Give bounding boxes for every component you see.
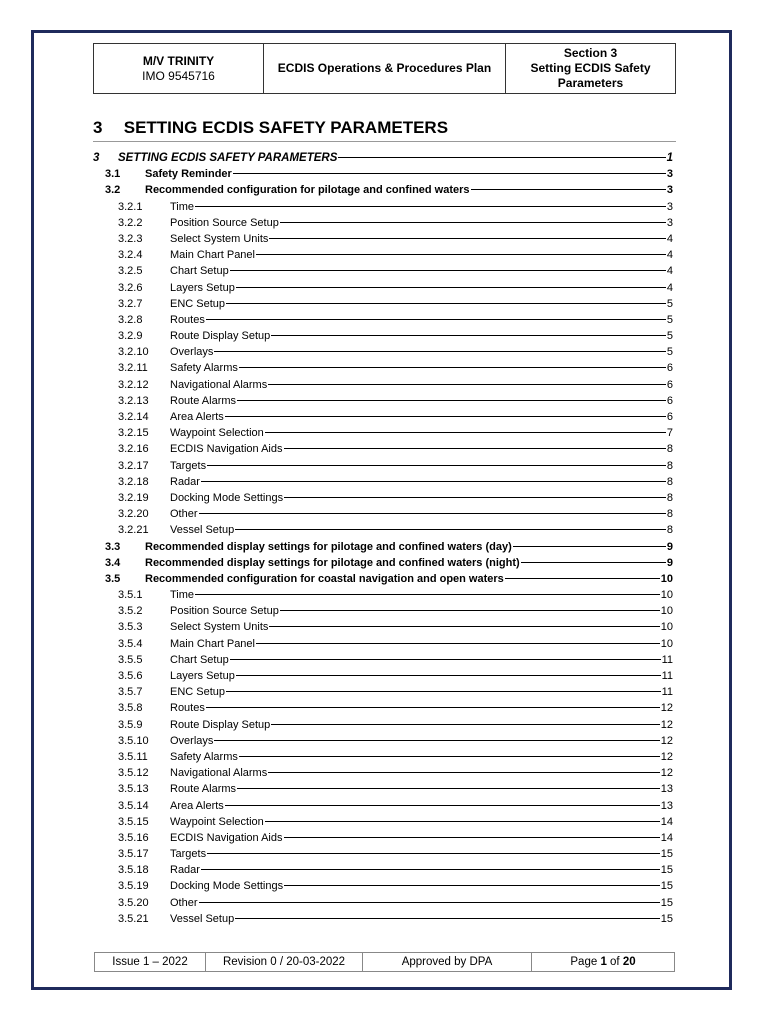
toc-entry[interactable]: [93, 603, 673, 619]
toc-entry-title: Layers Setup: [170, 670, 235, 682]
toc-entry-title: Select System Units: [170, 232, 269, 245]
toc-entry-title: SETTING ECDIS SAFETY PARAMETERS: [118, 152, 338, 164]
toc-entry-title: Radar: [170, 864, 200, 877]
section-label: Section 3: [563, 46, 618, 60]
toc-leader: [268, 772, 660, 773]
toc-entry[interactable]: [93, 555, 673, 571]
toc-leader: [265, 821, 660, 822]
footer-approved: Approved by DPA: [363, 953, 532, 971]
toc-entry-title: Overlays: [170, 346, 214, 359]
toc-entry-number: 3.2.18: [118, 475, 149, 488]
toc-entry-title: Select System Units: [170, 621, 269, 634]
toc-entry-number: 3.5.1: [118, 589, 143, 602]
toc-entry-title: Safety Alarms: [170, 362, 238, 375]
toc-leader: [505, 578, 660, 579]
page-prefix: Page: [570, 956, 601, 968]
toc-entry[interactable]: [93, 619, 673, 635]
toc-leader: [256, 254, 666, 255]
toc-entry-page: 3: [666, 200, 673, 213]
toc-leader: [206, 707, 660, 708]
toc-entry-title: Area Alerts: [170, 411, 224, 423]
toc-entry-number: 3.2.16: [118, 443, 149, 456]
toc-entry-number: 3.2.14: [118, 411, 149, 423]
toc-entry[interactable]: [93, 749, 673, 765]
page-current: 1: [600, 956, 607, 968]
footer-issue: Issue 1 – 2022: [95, 953, 206, 971]
toc-entry-number: 3.5.18: [118, 864, 149, 877]
toc-leader: [256, 643, 660, 644]
toc-entry-title: Main Chart Panel: [170, 249, 255, 262]
toc-entry[interactable]: [93, 490, 673, 506]
toc-entry-page: 15: [660, 912, 673, 925]
toc-leader: [269, 626, 659, 627]
toc-leader: [265, 432, 666, 433]
toc-entry[interactable]: [93, 733, 673, 749]
toc-entry-title: Other: [170, 508, 198, 521]
toc-entry-number: 3.2.9: [118, 330, 143, 343]
toc-entry-number: 3.1: [105, 168, 121, 181]
toc-entry-title: Recommended display settings for pilotage and confined waters (night): [145, 556, 520, 569]
toc-entry-number: 3.5.14: [118, 799, 149, 812]
toc-leader: [269, 238, 665, 239]
toc-entry[interactable]: [93, 458, 673, 474]
toc-entry-number: 3.5.6: [118, 670, 143, 682]
toc-entry-page: 5: [666, 330, 673, 343]
toc-leader: [214, 351, 665, 352]
toc-leader: [284, 497, 666, 498]
toc-leader: [226, 691, 661, 692]
toc-entry-page: 11: [661, 670, 673, 682]
toc-entry-title: Recommended configuration for pilotage and confined waters: [145, 184, 470, 197]
toc-entry[interactable]: [93, 409, 673, 425]
section-name-line2: Parameters: [557, 76, 624, 90]
toc-entry-number: 3.5.3: [118, 621, 143, 634]
toc-entry[interactable]: [93, 441, 673, 457]
toc-entry[interactable]: [93, 215, 673, 231]
toc-entry-page: 15: [660, 848, 673, 861]
toc-entry-page: 12: [660, 702, 673, 715]
toc-entry[interactable]: [93, 360, 673, 376]
toc-entry[interactable]: [93, 474, 673, 490]
toc-entry-title: Safety Reminder: [145, 168, 232, 181]
toc-entry-number: 3.5.8: [118, 702, 143, 715]
toc-entry-page: 15: [660, 896, 673, 909]
toc-entry-title: ENC Setup: [170, 686, 226, 699]
toc-entry-title: Main Chart Panel: [170, 637, 255, 650]
toc-leader: [195, 206, 666, 207]
vessel-name: M/V TRINITY: [142, 53, 215, 68]
toc-entry-number: 3.5.5: [118, 653, 143, 666]
toc-entry-page: 3: [666, 184, 673, 197]
toc-leader: [284, 448, 666, 449]
table-of-contents: [93, 150, 673, 927]
toc-entry[interactable]: [93, 571, 673, 587]
document-header: [93, 43, 676, 94]
toc-entry[interactable]: [93, 684, 673, 700]
toc-leader: [235, 529, 666, 530]
toc-leader: [225, 805, 660, 806]
toc-entry-title: Docking Mode Settings: [170, 491, 284, 504]
toc-entry[interactable]: [93, 878, 673, 894]
toc-entry-page: 8: [666, 475, 673, 488]
section-heading-number: 3: [93, 118, 103, 137]
toc-entry-page: 11: [661, 653, 673, 666]
toc-entry-number: 3.2.4: [118, 249, 143, 262]
toc-entry-title: Route Alarms: [170, 394, 237, 407]
toc-entry-number: 3.2.3: [118, 232, 143, 245]
page-total: 20: [622, 956, 636, 968]
toc-entry[interactable]: [93, 280, 673, 296]
toc-entry-title: Recommended display settings for pilotage and confined waters (day): [145, 540, 512, 553]
toc-entry[interactable]: [93, 296, 673, 312]
toc-leader: [207, 465, 666, 466]
toc-entry-title: Layers Setup: [170, 281, 235, 294]
toc-entry[interactable]: [93, 312, 673, 328]
toc-entry-page: 15: [660, 864, 673, 877]
toc-entry-title: Routes: [170, 313, 205, 326]
toc-entry-title: ENC Setup: [170, 297, 226, 310]
toc-entry-title: Safety Alarms: [170, 750, 238, 763]
toc-entry[interactable]: [93, 425, 673, 441]
toc-entry-page: 10: [660, 621, 673, 634]
toc-entry[interactable]: [93, 522, 673, 538]
toc-entry-number: 3.5.4: [118, 637, 143, 650]
toc-entry-page: 12: [660, 767, 673, 780]
toc-entry-number: 3.5.15: [118, 815, 149, 828]
toc-entry-title: Vessel Setup: [170, 524, 235, 537]
toc-entry-number: 3.2.1: [118, 200, 143, 213]
toc-leader: [225, 416, 666, 417]
toc-entry-number: 3.2.10: [118, 346, 149, 359]
toc-entry-title: Radar: [170, 475, 200, 488]
toc-entry-number: 3.5.20: [118, 896, 149, 909]
toc-entry-page: 11: [661, 686, 673, 699]
toc-entry-number: 3.2.17: [118, 459, 149, 472]
toc-entry-number: 3.2.12: [118, 378, 149, 391]
toc-entry[interactable]: [93, 846, 673, 862]
toc-entry-title: Area Alerts: [170, 799, 224, 812]
toc-entry[interactable]: [93, 911, 673, 927]
toc-leader: [280, 610, 660, 611]
vessel-cell: [94, 44, 264, 93]
toc-entry[interactable]: [93, 199, 673, 215]
toc-entry[interactable]: [93, 895, 673, 911]
toc-entry-page: 10: [660, 572, 673, 585]
toc-entry-number: 3.4: [105, 556, 121, 569]
toc-entry-title: Position Source Setup: [170, 216, 279, 229]
toc-entry-page: 5: [666, 313, 673, 326]
toc-entry[interactable]: [93, 862, 673, 878]
toc-leader: [201, 869, 660, 870]
toc-entry-number: 3.2.5: [118, 265, 143, 278]
toc-entry-page: 1: [666, 152, 673, 164]
toc-entry[interactable]: [93, 781, 673, 797]
toc-leader: [237, 400, 666, 401]
toc-entry-number: 3.5.2: [118, 605, 143, 618]
toc-entry[interactable]: [93, 765, 673, 781]
toc-entry-page: 4: [666, 249, 673, 262]
toc-entry-title: Navigational Alarms: [170, 767, 268, 780]
toc-entry[interactable]: [93, 182, 673, 198]
toc-entry-number: 3.5.7: [118, 686, 143, 699]
toc-entry-page: 12: [660, 750, 673, 763]
toc-entry-title: Vessel Setup: [170, 912, 235, 925]
toc-leader: [226, 303, 666, 304]
toc-leader: [206, 319, 666, 320]
toc-entry-title: ECDIS Navigation Aids: [170, 443, 283, 456]
toc-entry[interactable]: [93, 587, 673, 603]
toc-entry-page: 6: [666, 394, 673, 407]
toc-entry-title: ECDIS Navigation Aids: [170, 831, 283, 844]
toc-entry-title: Targets: [170, 459, 207, 472]
section-cell: [506, 44, 675, 93]
toc-leader: [271, 335, 666, 336]
toc-entry-page: 8: [666, 491, 673, 504]
toc-entry[interactable]: [93, 830, 673, 846]
toc-entry-page: 6: [666, 362, 673, 375]
toc-entry[interactable]: [93, 344, 673, 360]
toc-entry[interactable]: [93, 539, 673, 555]
toc-entry-page: 4: [666, 281, 673, 294]
toc-leader: [513, 546, 666, 547]
toc-entry-page: 6: [666, 411, 673, 423]
toc-leader: [199, 513, 666, 514]
toc-entry[interactable]: [93, 150, 673, 166]
page-of: of: [606, 956, 623, 968]
toc-entry-title: Targets: [170, 848, 207, 861]
toc-entry-page: 12: [660, 734, 673, 747]
toc-entry-number: 3.5.21: [118, 912, 149, 925]
toc-entry-number: 3.2.21: [118, 524, 149, 537]
toc-entry-title: Time: [170, 200, 195, 213]
toc-entry-page: 13: [660, 783, 673, 796]
toc-entry-page: 13: [660, 799, 673, 812]
toc-entry-page: 4: [666, 232, 673, 245]
toc-entry-title: Time: [170, 589, 195, 602]
toc-leader: [237, 788, 660, 789]
toc-leader: [239, 367, 666, 368]
section-heading: [93, 118, 676, 142]
toc-entry-page: 10: [660, 637, 673, 650]
toc-entry-number: 3.5.11: [118, 750, 148, 763]
toc-entry-number: 3.5.10: [118, 734, 149, 747]
toc-entry-title: Route Alarms: [170, 783, 237, 796]
toc-entry-page: 14: [660, 831, 673, 844]
toc-entry-page: 5: [666, 297, 673, 310]
toc-leader: [233, 173, 666, 174]
toc-entry-title: Overlays: [170, 734, 214, 747]
toc-entry-number: 3.2.7: [118, 297, 143, 310]
toc-leader: [284, 885, 660, 886]
toc-leader: [230, 659, 661, 660]
toc-entry-number: 3.2.11: [118, 362, 148, 375]
toc-entry[interactable]: [93, 231, 673, 247]
toc-entry-title: Position Source Setup: [170, 605, 279, 618]
toc-leader: [201, 481, 666, 482]
toc-entry-title: Docking Mode Settings: [170, 880, 284, 893]
toc-entry-page: 5: [666, 346, 673, 359]
toc-entry[interactable]: [93, 717, 673, 733]
toc-entry-page: 3: [666, 168, 673, 181]
toc-entry[interactable]: [93, 668, 673, 684]
toc-entry-number: 3.2: [105, 184, 121, 197]
toc-entry[interactable]: [93, 166, 673, 182]
toc-entry[interactable]: [93, 377, 673, 393]
toc-entry-page: 8: [666, 443, 673, 456]
document-footer: [94, 952, 675, 972]
toc-entry-title: Other: [170, 896, 198, 909]
imo-number: IMO 9545716: [142, 68, 215, 83]
toc-entry-title: Navigational Alarms: [170, 378, 268, 391]
toc-leader: [471, 189, 666, 190]
toc-leader: [214, 740, 659, 741]
toc-entry[interactable]: [93, 247, 673, 263]
toc-entry-number: 3.5: [105, 572, 121, 585]
toc-entry-number: 3.5.19: [118, 880, 149, 893]
toc-entry[interactable]: [93, 700, 673, 716]
toc-leader: [280, 222, 666, 223]
toc-entry-page: 9: [666, 540, 673, 553]
toc-entry-page: 10: [660, 605, 673, 618]
toc-entry-page: 8: [666, 508, 673, 521]
toc-leader: [199, 902, 660, 903]
toc-leader: [236, 287, 666, 288]
toc-entry-page: 10: [660, 589, 673, 602]
toc-entry-title: Chart Setup: [170, 653, 229, 666]
toc-entry[interactable]: [93, 393, 673, 409]
toc-entry[interactable]: [93, 814, 673, 830]
toc-entry-title: Route Display Setup: [170, 718, 271, 731]
toc-entry-page: 6: [666, 378, 673, 391]
toc-entry[interactable]: [93, 798, 673, 814]
toc-entry-title: Route Display Setup: [170, 330, 271, 343]
section-heading-title: SETTING ECDIS SAFETY PARAMETERS: [123, 118, 449, 137]
toc-leader: [230, 270, 666, 271]
toc-leader: [235, 918, 660, 919]
toc-entry-number: 3.5.12: [118, 767, 149, 780]
toc-leader: [338, 157, 665, 158]
toc-entry-page: 7: [666, 427, 673, 440]
toc-entry-page: 12: [660, 718, 673, 731]
toc-entry-title: Recommended configuration for coastal navigation and open waters: [145, 572, 504, 585]
doc-title-cell: [264, 44, 506, 93]
toc-leader: [195, 594, 660, 595]
toc-entry-title: Routes: [170, 702, 205, 715]
toc-entry-number: 3.2.20: [118, 508, 149, 521]
toc-entry-page: 14: [660, 815, 673, 828]
toc-leader: [521, 562, 666, 563]
toc-leader: [271, 724, 659, 725]
toc-entry-page: 9: [666, 556, 673, 569]
toc-entry-number: 3.5.9: [118, 718, 143, 731]
footer-revision: Revision 0 / 20-03-2022: [206, 953, 363, 971]
toc-entry[interactable]: [93, 263, 673, 279]
toc-entry[interactable]: [93, 506, 673, 522]
toc-entry[interactable]: [93, 328, 673, 344]
toc-leader: [207, 853, 660, 854]
section-name-line1: Setting ECDIS Safety: [530, 61, 651, 75]
toc-leader: [236, 675, 661, 676]
toc-entry-number: 3.5.16: [118, 831, 149, 844]
toc-entry-page: 8: [666, 459, 673, 472]
toc-entry-title: Waypoint Selection: [170, 815, 264, 828]
toc-entry-number: 3.2.2: [118, 216, 143, 229]
toc-entry-title: Chart Setup: [170, 265, 229, 278]
toc-entry-number: 3.5.13: [118, 783, 149, 796]
toc-leader: [284, 837, 660, 838]
toc-entry[interactable]: [93, 636, 673, 652]
toc-entry-page: 8: [666, 524, 673, 537]
toc-entry-number: 3.3: [105, 540, 121, 553]
toc-entry-number: 3.2.15: [118, 427, 149, 440]
toc-entry-page: 15: [660, 880, 673, 893]
toc-entry-number: 3.2.8: [118, 313, 143, 326]
toc-entry-number: 3.2.6: [118, 281, 143, 294]
toc-leader: [268, 384, 666, 385]
toc-entry-title: Waypoint Selection: [170, 427, 264, 440]
toc-entry-page: 3: [666, 216, 673, 229]
doc-title: ECDIS Operations & Procedures Plan: [277, 61, 492, 75]
footer-page: [532, 953, 674, 971]
toc-entry[interactable]: [93, 652, 673, 668]
toc-entry-page: 4: [666, 265, 673, 278]
toc-entry-number: 3.2.13: [118, 394, 149, 407]
toc-entry-number: 3: [93, 152, 100, 164]
toc-leader: [239, 756, 660, 757]
toc-entry-number: 3.5.17: [118, 848, 149, 861]
toc-entry-number: 3.2.19: [118, 491, 149, 504]
